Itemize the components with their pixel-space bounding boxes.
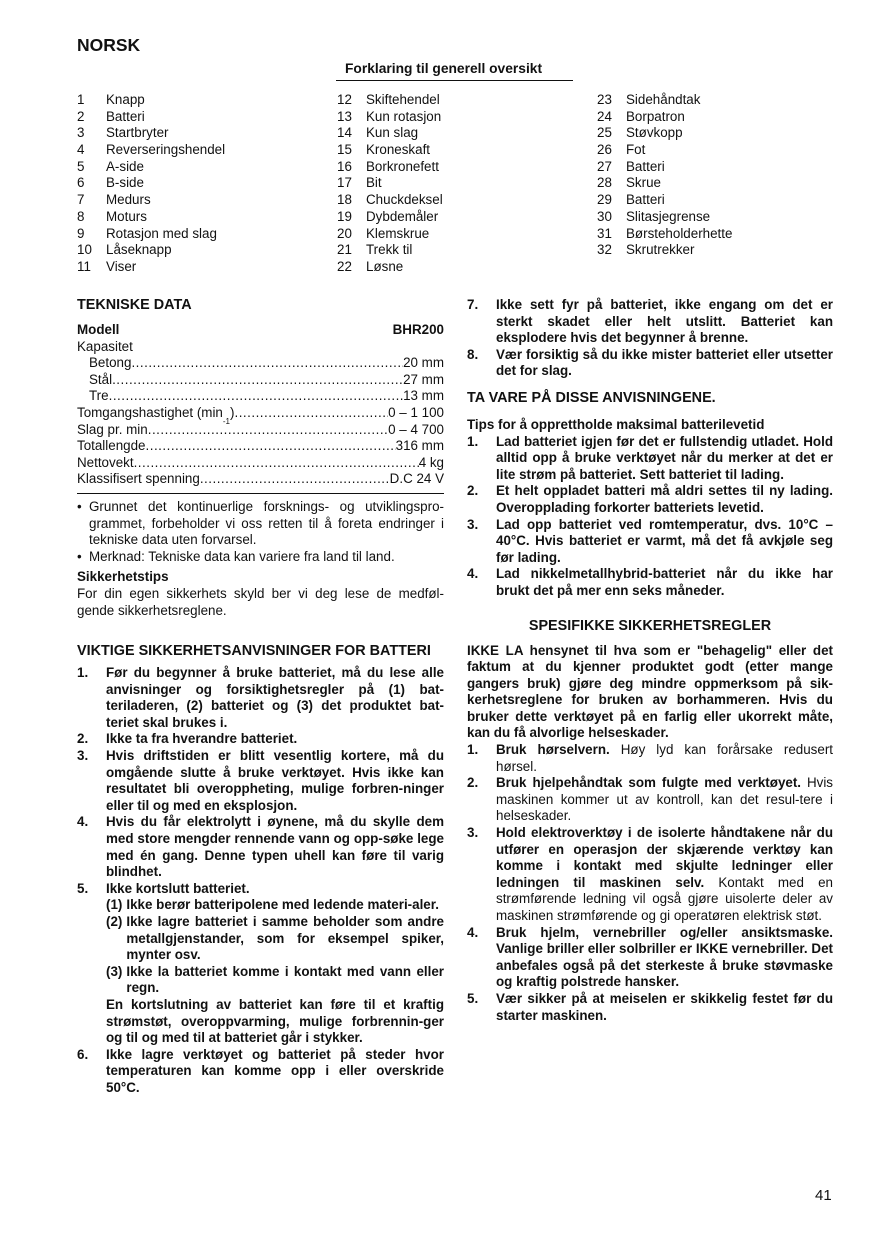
spec-row [77, 422, 444, 439]
item-number: 4. [467, 924, 479, 940]
numbered-item [77, 1047, 444, 1097]
part-number: 9 [77, 225, 85, 241]
part-number: 19 [337, 208, 352, 224]
part-label: Startbryter [106, 125, 169, 141]
part-item [77, 175, 327, 192]
spec-leader-dots [134, 455, 419, 472]
item-text [496, 825, 833, 925]
part-label: Reverseringshendel [106, 142, 226, 158]
numbered-item [467, 434, 833, 484]
part-number: 3 [77, 125, 85, 141]
part-number: 28 [597, 175, 612, 191]
part-label: Dybdemåler [366, 208, 439, 224]
item-number: 1. [77, 665, 89, 681]
part-number: 15 [337, 142, 352, 158]
part-number: 14 [337, 125, 352, 141]
item-text-normal: Kontakt med en strømførende ledning vil også gjøre uisolerte deler av maskinen strømførende og gi operatøren elektrisk støt. [496, 874, 833, 923]
sub-item [106, 914, 444, 964]
spec-model-value: BHR200 [392, 322, 444, 337]
sub-item-number: (2) [106, 914, 123, 929]
part-item [77, 159, 327, 176]
item-text-bold: Bruk hjelpehåndtak som fulgte med verktøyet. [496, 775, 802, 791]
part-number: 25 [597, 125, 612, 141]
part-item [77, 259, 327, 276]
part-label: Fot [626, 142, 646, 158]
spec-leader-dots [146, 438, 396, 455]
spec-label: Totallengde [77, 438, 146, 454]
part-number: 4 [77, 142, 85, 158]
part-item [337, 92, 587, 109]
part-item [597, 242, 847, 259]
language-heading: NORSK [77, 35, 141, 55]
item-text: Ikke sett fyr på batteriet, ikke engang om det er sterkt skadet eller helt utslitt. Batteriet kan eksplodere hvis det begynner å brenne. [496, 297, 833, 346]
spec-row [77, 438, 444, 455]
part-item [337, 142, 587, 159]
part-item [597, 125, 847, 142]
part-item [77, 109, 327, 126]
part-item [337, 125, 587, 142]
part-number: 27 [597, 158, 612, 174]
part-item [77, 192, 327, 209]
part-number: 12 [337, 92, 352, 107]
part-label: Sidehåndtak [626, 92, 701, 107]
parts-list-col-1 [77, 92, 327, 276]
part-item [337, 192, 587, 209]
item-text-bold: Bruk hjelm, vernebriller og/eller ansiktsmaske. Vanlige briller eller solbriller er IKKE vernebriller. Det anbefales også på det sterkeste å bruke støvmaske og kraftig polstrede hansker. [496, 924, 833, 990]
item-text: Lad opp batteriet ved romtemperatur, dvs. 10°C – 40°C. Hvis batteriet er varmt, må det få avkjøle seg før lading. [496, 516, 833, 565]
spec-label: Nettovekt [77, 454, 134, 470]
part-number: 5 [77, 158, 85, 174]
part-label: Skiftehendel [366, 92, 440, 107]
item-text-bold: Hold elektroverktøy i de isolerte håndtakene når du utfører en operasjon der skjærende verktøy kan komme i kontakt med skjulte ledninger eller ledningen til maskinen selv. [496, 825, 833, 890]
part-item [337, 259, 587, 276]
part-label: Borpatron [626, 108, 685, 124]
item-text-bold: Vær sikker på at meiselen er skikkelig festet før du starter maskinen. [496, 990, 833, 1023]
safety-tips-heading: Sikkerhetstips [77, 569, 169, 585]
part-item [337, 226, 587, 243]
item-number: 2. [467, 483, 479, 499]
spec-label: Betong [89, 355, 132, 371]
spec-row: Tomgangshastighet (min -1 ) ..... 0 – 1 100 [77, 405, 444, 422]
spec-capacity-label: Kapasitet [77, 338, 133, 354]
part-label: Klemskrue [366, 225, 430, 241]
item-number: 1. [467, 742, 479, 758]
spec-value: 27 mm [403, 371, 444, 387]
item-text: Ikke kortslutt batteriet. [106, 880, 250, 896]
part-number: 11 [77, 258, 91, 274]
item-text: Lad nikkelmetallhybrid-batteriet når du ikke har brukt det på mer enn seks måneder. [496, 566, 833, 598]
spec-rows [77, 355, 444, 488]
part-number: 23 [597, 92, 612, 107]
part-item [77, 226, 327, 243]
item-text: Hvis du får elektrolytt i øynene, må du skylle dem med store mengder rennende vann og opp-søke lege med én gang. Denne typen uhell kan føre til varig blindhet. [106, 814, 444, 880]
sub-item-text: Ikke berør batteripolene med ledende materi-aler. [126, 897, 439, 913]
item-number: 2. [77, 731, 89, 747]
part-label: Viser [106, 258, 137, 274]
spec-note: • Merknad: Tekniske data kan variere fra land til land. [77, 549, 444, 566]
part-item [77, 142, 327, 159]
part-label: Kun rotasjon [366, 108, 442, 124]
short-circuit-note: En kortslutning av batteriet kan føre til et kraftig strømstøt, overoppvarming, mulige forbrennin-ger og til og med til at batteriet går i stykker. [106, 996, 444, 1046]
item-number: 3. [467, 516, 479, 532]
spec-leader-dots [109, 388, 403, 405]
part-item [597, 175, 847, 192]
item-number: 2. [467, 775, 479, 791]
specs-heading: TEKNISKE DATA [77, 297, 192, 313]
item-text [496, 925, 833, 991]
part-label: Låseknapp [106, 242, 172, 258]
part-number: 20 [337, 225, 352, 241]
part-item [77, 92, 327, 109]
spec-leader-dots [234, 405, 388, 422]
specific-rules-heading: SPESIFIKKE SIKKERHETSREGLER [528, 617, 772, 634]
sub-item [106, 964, 444, 997]
part-item [77, 209, 327, 226]
part-number: 29 [597, 192, 612, 208]
numbered-item [467, 347, 833, 380]
part-number: 26 [597, 142, 612, 158]
part-label: Knapp [106, 92, 145, 107]
part-item [597, 159, 847, 176]
part-number: 30 [597, 208, 612, 224]
battery-safety-list-continued-right [467, 297, 833, 380]
part-label: Kun slag [366, 125, 419, 141]
spec-value: 0 – 1 100 [388, 404, 444, 420]
part-item [337, 175, 587, 192]
part-label: Medurs [106, 192, 151, 208]
spec-value: 0 – 4 700 [388, 421, 444, 437]
numbered-item [467, 517, 833, 567]
parts-list-col-2 [337, 92, 587, 276]
part-number: 31 [597, 225, 612, 241]
numbered-item [467, 297, 833, 347]
spec-value: 13 mm [403, 388, 444, 404]
item-number: 6. [77, 1046, 89, 1062]
part-label: Børsteholderhette [626, 225, 733, 241]
spec-row [77, 388, 444, 405]
part-item [77, 125, 327, 142]
part-number: 8 [77, 208, 85, 224]
item-text: Ikke ta fra hverandre batteriet. [106, 731, 298, 747]
part-label: Batteri [106, 108, 145, 124]
part-label: Batteri [626, 192, 665, 208]
part-label: Skrue [626, 175, 661, 191]
part-label: B-side [106, 175, 144, 191]
part-number: 16 [337, 158, 352, 174]
spec-label: Slag pr. min [77, 421, 148, 437]
numbered-item [77, 731, 444, 748]
numbered-item [467, 483, 833, 516]
part-item [597, 142, 847, 159]
part-number: 6 [77, 175, 85, 191]
part-item [597, 109, 847, 126]
spec-model-label: Modell [77, 322, 120, 337]
right-column [467, 297, 833, 1024]
part-number: 22 [337, 258, 352, 274]
spec-note: • Grunnet det kontinuerlige forsknings- og utviklingspro-grammet, forbeholder vi oss retten til å foreta endringer i tekniske data uten forvarsel. [77, 499, 444, 549]
numbered-item [467, 925, 833, 991]
part-number: 17 [337, 175, 352, 191]
item-number: 7. [467, 297, 479, 312]
care-heading: TA VARE PÅ DISSE ANVISNINGENE. [467, 389, 716, 406]
numbered-item [77, 814, 444, 880]
care-subheading: Tips for å opprettholde maksimal batterilevetid [467, 416, 765, 432]
sub-item [106, 897, 444, 914]
part-item [597, 192, 847, 209]
item-number: 5. [467, 990, 479, 1006]
parts-list-col-3 [597, 92, 847, 259]
spec-value: 4 kg [418, 454, 444, 470]
battery-safety-heading: VIKTIGE SIKKERHETSANVISNINGER FOR BATTERI [77, 643, 431, 660]
item-text: Ikke lagre verktøyet og batteriet på steder hvor temperaturen kan komme opp i eller overskride 50°C. [106, 1046, 444, 1095]
spec-label: Tomgangshastighet (min [77, 404, 223, 420]
overview-title-rule [336, 80, 573, 81]
item-text-normal: Høy lyd kan forårsake redusert hørsel. [496, 742, 833, 774]
item-text [496, 991, 833, 1024]
spec-leader-dots [200, 471, 390, 488]
left-column [77, 297, 444, 1097]
spec-value: 316 mm [395, 438, 444, 454]
part-item [337, 242, 587, 259]
part-label: Støvkopp [626, 125, 683, 141]
item-number: 4. [467, 566, 479, 582]
item-text [496, 775, 833, 825]
part-number: 13 [337, 108, 352, 124]
item-number: 3. [77, 748, 89, 764]
specific-rules-list [467, 742, 833, 1024]
safety-tips-text: For din egen sikkerhets skyld ber vi deg lese de medføl-gende sikkerhetsreglene. [77, 585, 444, 618]
part-number: 24 [597, 108, 612, 124]
spec-notes [77, 499, 444, 565]
battery-safety-sublist [77, 897, 444, 997]
item-number: 4. [77, 814, 89, 830]
numbered-item [467, 566, 833, 599]
spec-leader-dots [112, 372, 403, 389]
spec-label: Tre [89, 388, 109, 404]
part-number: 7 [77, 192, 85, 208]
part-label: Skrutrekker [626, 242, 695, 258]
item-text: Lad batteriet igjen før det er fullstendig utladet. Hold alltid opp å bruke verktøyet når du merker at det er lite strøm på batteriet. Sett batteriet til lading. [496, 433, 833, 482]
item-text [496, 742, 833, 775]
part-label: Kroneskaft [366, 142, 431, 158]
item-number: 8. [467, 346, 479, 362]
part-item [337, 159, 587, 176]
spec-value: 20 mm [403, 355, 444, 371]
spec-model-row [77, 322, 444, 339]
spec-leader-dots [131, 355, 403, 372]
spec-row [77, 372, 444, 389]
part-label: Moturs [106, 208, 147, 224]
part-label: Chuckdeksel [366, 192, 443, 208]
numbered-item [467, 742, 833, 775]
part-number: 1 [77, 92, 85, 107]
item-text: Hvis driftstiden er blitt vesentlig kortere, må du omgående slutte å bruke verktøyet. Hvis ikke kan resultatet bli overoppheting, mulige forbren-ninger eller til og med en eksplosjon. [106, 748, 444, 813]
spec-value: D.C 24 V [389, 471, 444, 487]
part-label: Batteri [626, 158, 665, 174]
part-item [597, 209, 847, 226]
spec-row [77, 455, 444, 472]
part-label: Rotasjon med slag [106, 225, 217, 241]
sub-item-number: (1) [106, 897, 123, 913]
sub-item-text: Ikke la batteriet komme i kontakt med vann eller regn. [126, 963, 444, 996]
part-item [337, 209, 587, 226]
part-number: 2 [77, 108, 85, 124]
part-number: 32 [597, 242, 612, 258]
part-number: 18 [337, 192, 352, 208]
part-item [337, 109, 587, 126]
numbered-item [467, 775, 833, 825]
part-label: Slitasjegrense [626, 208, 711, 224]
sub-item-number: (3) [106, 963, 123, 979]
part-label: Trekk til [366, 242, 413, 258]
part-item [597, 226, 847, 243]
spec-row [77, 471, 444, 488]
battery-safety-list [77, 665, 444, 897]
part-label: Løsne [366, 258, 404, 274]
spec-label-suffix: ) [230, 404, 235, 420]
numbered-item [77, 881, 444, 898]
item-text-bold: Bruk hørselvern. [496, 742, 610, 758]
part-number: 10 [77, 242, 92, 258]
part-label: Bit [366, 175, 382, 191]
item-text-normal: Hvis maskinen kommer ut av kontroll, kan det resul-tere i helseskader. [496, 775, 833, 824]
spec-label: Klassifisert spenning [77, 471, 200, 487]
numbered-item [77, 748, 444, 814]
numbered-item [467, 825, 833, 925]
part-label: Borkronefett [366, 158, 439, 174]
item-text: Før du begynner å bruke batteriet, må du lese alle anvisninger og forsiktighetsregler på (1) bat-teriladeren, (2) batteriet og (3) det produktet bat-teriet skal brukes i. [106, 665, 444, 730]
item-number: 1. [467, 433, 479, 449]
numbered-item [77, 665, 444, 731]
numbered-item [467, 991, 833, 1024]
spec-label: Stål [89, 371, 113, 387]
sub-item-text: Ikke lagre batteriet i samme beholder som andre metallgjenstander, som for eksempel spiker, mynter osv. [126, 914, 444, 963]
item-text: Et helt oppladet batteri må aldri settes til ny lading. Overopplading forkorter batteriets levetid. [496, 483, 833, 515]
specific-rules-intro: IKKE LA hensynet til hva som er "behagelig" eller det faktum at du kjenner produktet godt (etter mange gangers bruk) gjøre deg mindre oppmerksom på sik-kerhetsreglene for bruken av borhammeren. Hvis du bruker dette verktøyet på en farlig eller ukorrekt måte, kan du få alvorlige helseskader. [467, 642, 833, 741]
part-item [77, 242, 327, 259]
item-text: Vær forsiktig så du ikke mister batteriet eller utsetter det for slag. [496, 346, 833, 379]
item-number: 3. [467, 825, 479, 841]
part-number: 21 [337, 242, 352, 258]
care-list [467, 434, 833, 600]
battery-safety-list-continued [77, 1047, 444, 1097]
part-item [597, 92, 847, 109]
spec-leader-dots [148, 422, 388, 439]
part-label: A-side [106, 158, 144, 174]
overview-title: Forklaring til generell oversikt [345, 61, 543, 76]
spec-row [77, 355, 444, 372]
item-number: 5. [77, 880, 89, 896]
page-number: 41 [815, 1187, 832, 1204]
